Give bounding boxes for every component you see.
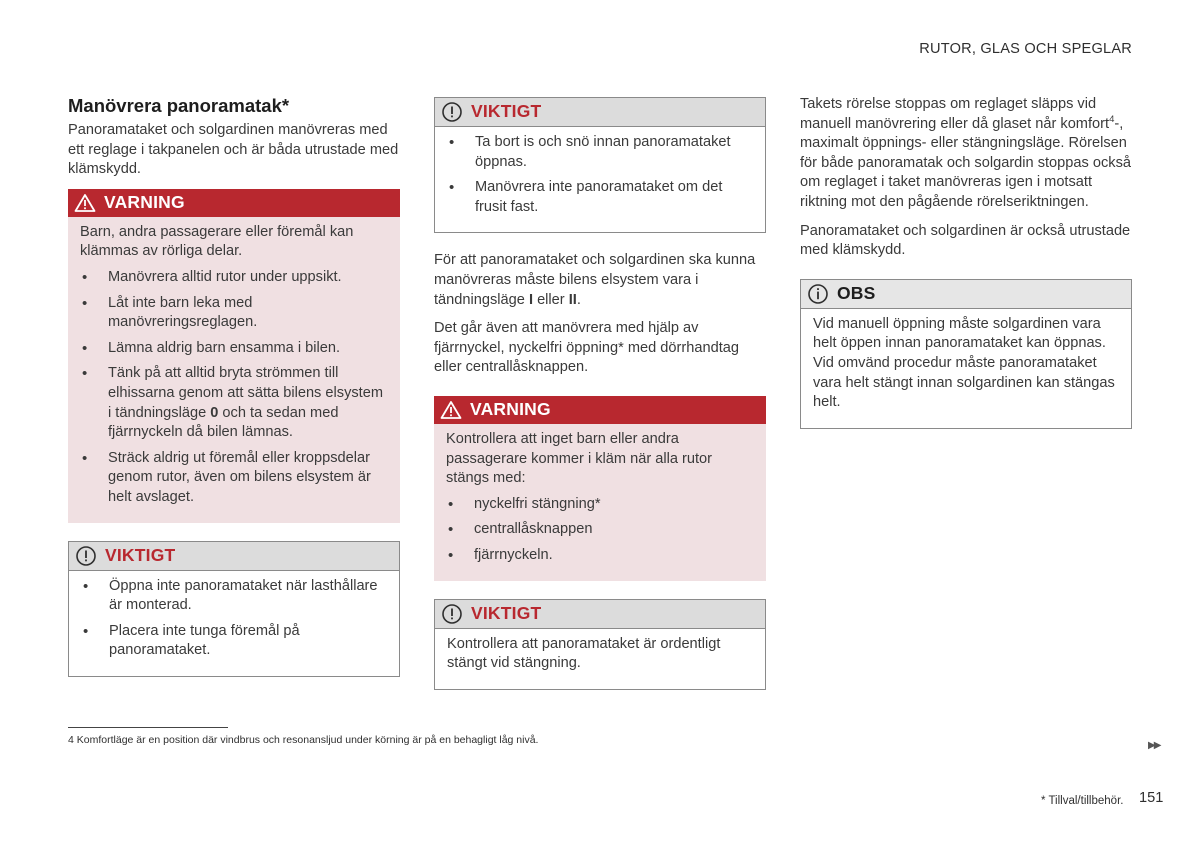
important-body [435, 629, 765, 689]
warning-box [68, 189, 400, 523]
footnote-divider [68, 727, 228, 728]
warning-header [434, 396, 766, 424]
footnote-text: Komfortläge är en position där vindbrus och resonansljud under körning är på en behagligt låg nivå. [76, 734, 539, 746]
important-box [68, 541, 400, 677]
warning-body [434, 424, 766, 581]
list-item: • Lämna aldrig barn ensamma i bilen. [82, 339, 341, 357]
movement-paragraph: Takets rörelse stoppas om reglaget släpps vid manuell manövrering eller då glaset når komfort$^4$-, maximalt öppnings- eller stängningsläge. Rörelsen för både panoramatak och solgardin stoppas också om reglaget i taket manövreras igen i motsatt riktning mot den pågående rörelseriktningen. [800, 96, 1131, 210]
warning-body [68, 217, 400, 523]
remote-paragraph: Det går även att manövrera med hjälp av fjärrnyckel, nyckelfri öppning* med dörrhandtag eller centrallåsknappen. [434, 320, 740, 376]
important-text: Kontrollera att panoramataket är ordentligt stängt vid stängning. [447, 635, 721, 672]
important-header [435, 600, 765, 629]
list-item: • centrallåsknappen [448, 521, 593, 539]
warning-title: VARNING [470, 399, 551, 420]
footnote [68, 733, 538, 747]
list-item: • Placera inte tunga föremål på panoramataket. [83, 622, 300, 659]
footnote-ref: 4 [1109, 113, 1115, 125]
continue-arrows-icon: ▶▶ [1148, 740, 1160, 751]
section-header: RUTOR, GLAS OCH SPEGLAR [919, 41, 1132, 57]
obs-header [801, 280, 1131, 309]
list-item: • Ta bort is och snö innan panoramataket öppnas. [449, 134, 731, 170]
page-number: 151 [1139, 790, 1164, 806]
warning-list [80, 268, 388, 508]
obs-text: Vid manuell öppning måste solgardinen vara helt öppen innan panoramataket kan öppnas. Vid omvänd procedur måste panoramataket vara helt stängt innan solgardinen kan stängas helt. [813, 315, 1115, 411]
obs-box [800, 279, 1132, 429]
column-left [68, 95, 400, 695]
list-item: • Tänk på att alltid bryta strömmen till elhissarna genom att sätta bilens elsystem i tändningsläge 0 och ta sedan med fjärrnyckeln då bilen lämnas. [82, 365, 383, 441]
list-item: • Manövrera inte panoramataket om det frusit fast. [449, 179, 723, 215]
important-title: VIKTIGT [105, 544, 176, 565]
important-box [434, 97, 766, 233]
column-middle [434, 97, 766, 708]
exclamation-circle-icon [441, 603, 463, 625]
important-title: VIKTIGT [471, 101, 542, 122]
obs-title: OBS [837, 282, 876, 303]
warning-text: Kontrollera att inget barn eller andra passagerare kommer i kläm när alla rutor stängs med: [446, 430, 713, 487]
warning-title: VARNING [104, 191, 185, 212]
important-header [69, 542, 399, 571]
list-item: • Låt inte barn leka med manövreringsreglagen. [82, 294, 258, 331]
column-right [800, 95, 1132, 447]
page-heading: Manövrera panoramatak* [68, 95, 290, 116]
important-list [447, 133, 753, 217]
obs-body [801, 309, 1131, 428]
info-circle-icon [807, 283, 829, 305]
important-title: VIKTIGT [471, 602, 542, 623]
warning-triangle-icon [440, 400, 462, 420]
important-body [435, 127, 765, 232]
list-item: • Öppna inte panoramataket när lasthållare är monterad. [83, 577, 378, 614]
important-box [434, 599, 766, 690]
warning-box [434, 396, 766, 581]
warning-triangle-icon [74, 193, 96, 213]
warning-header [68, 189, 400, 217]
warning-list [446, 495, 754, 566]
important-list [81, 577, 387, 661]
list-item: • nyckelfri stängning* [448, 495, 601, 513]
intro-paragraph: Panoramataket och solgardinen manövreras med ett reglage i takpanelen och är båda utrustade med klämskydd. [68, 122, 399, 178]
option-note: * Tillval/tillbehör. [1041, 795, 1124, 807]
footnote-number: 4 [68, 734, 74, 746]
important-header [435, 98, 765, 127]
list-item: • Sträck aldrig ut föremål eller kroppsdelar genom rutor, även om bilens elsystem är helt avslaget. [82, 449, 371, 505]
exclamation-circle-icon [441, 101, 463, 123]
ignition-paragraph: För att panoramataket och solgardinen ska kunna manövreras måste bilens elsystem vara i tändningsläge I eller II. [434, 252, 756, 308]
important-body [69, 571, 399, 676]
pinch-protection-paragraph: Panoramataket och solgardinen är också utrustade med klämskydd. [800, 222, 1131, 259]
warning-text: Barn, andra passagerare eller föremål kan klämmas av rörliga delar. [80, 223, 354, 260]
list-item: • fjärrnyckeln. [448, 546, 553, 564]
list-item: • Manövrera alltid rutor under uppsikt. [82, 268, 342, 286]
exclamation-circle-icon [75, 545, 97, 567]
